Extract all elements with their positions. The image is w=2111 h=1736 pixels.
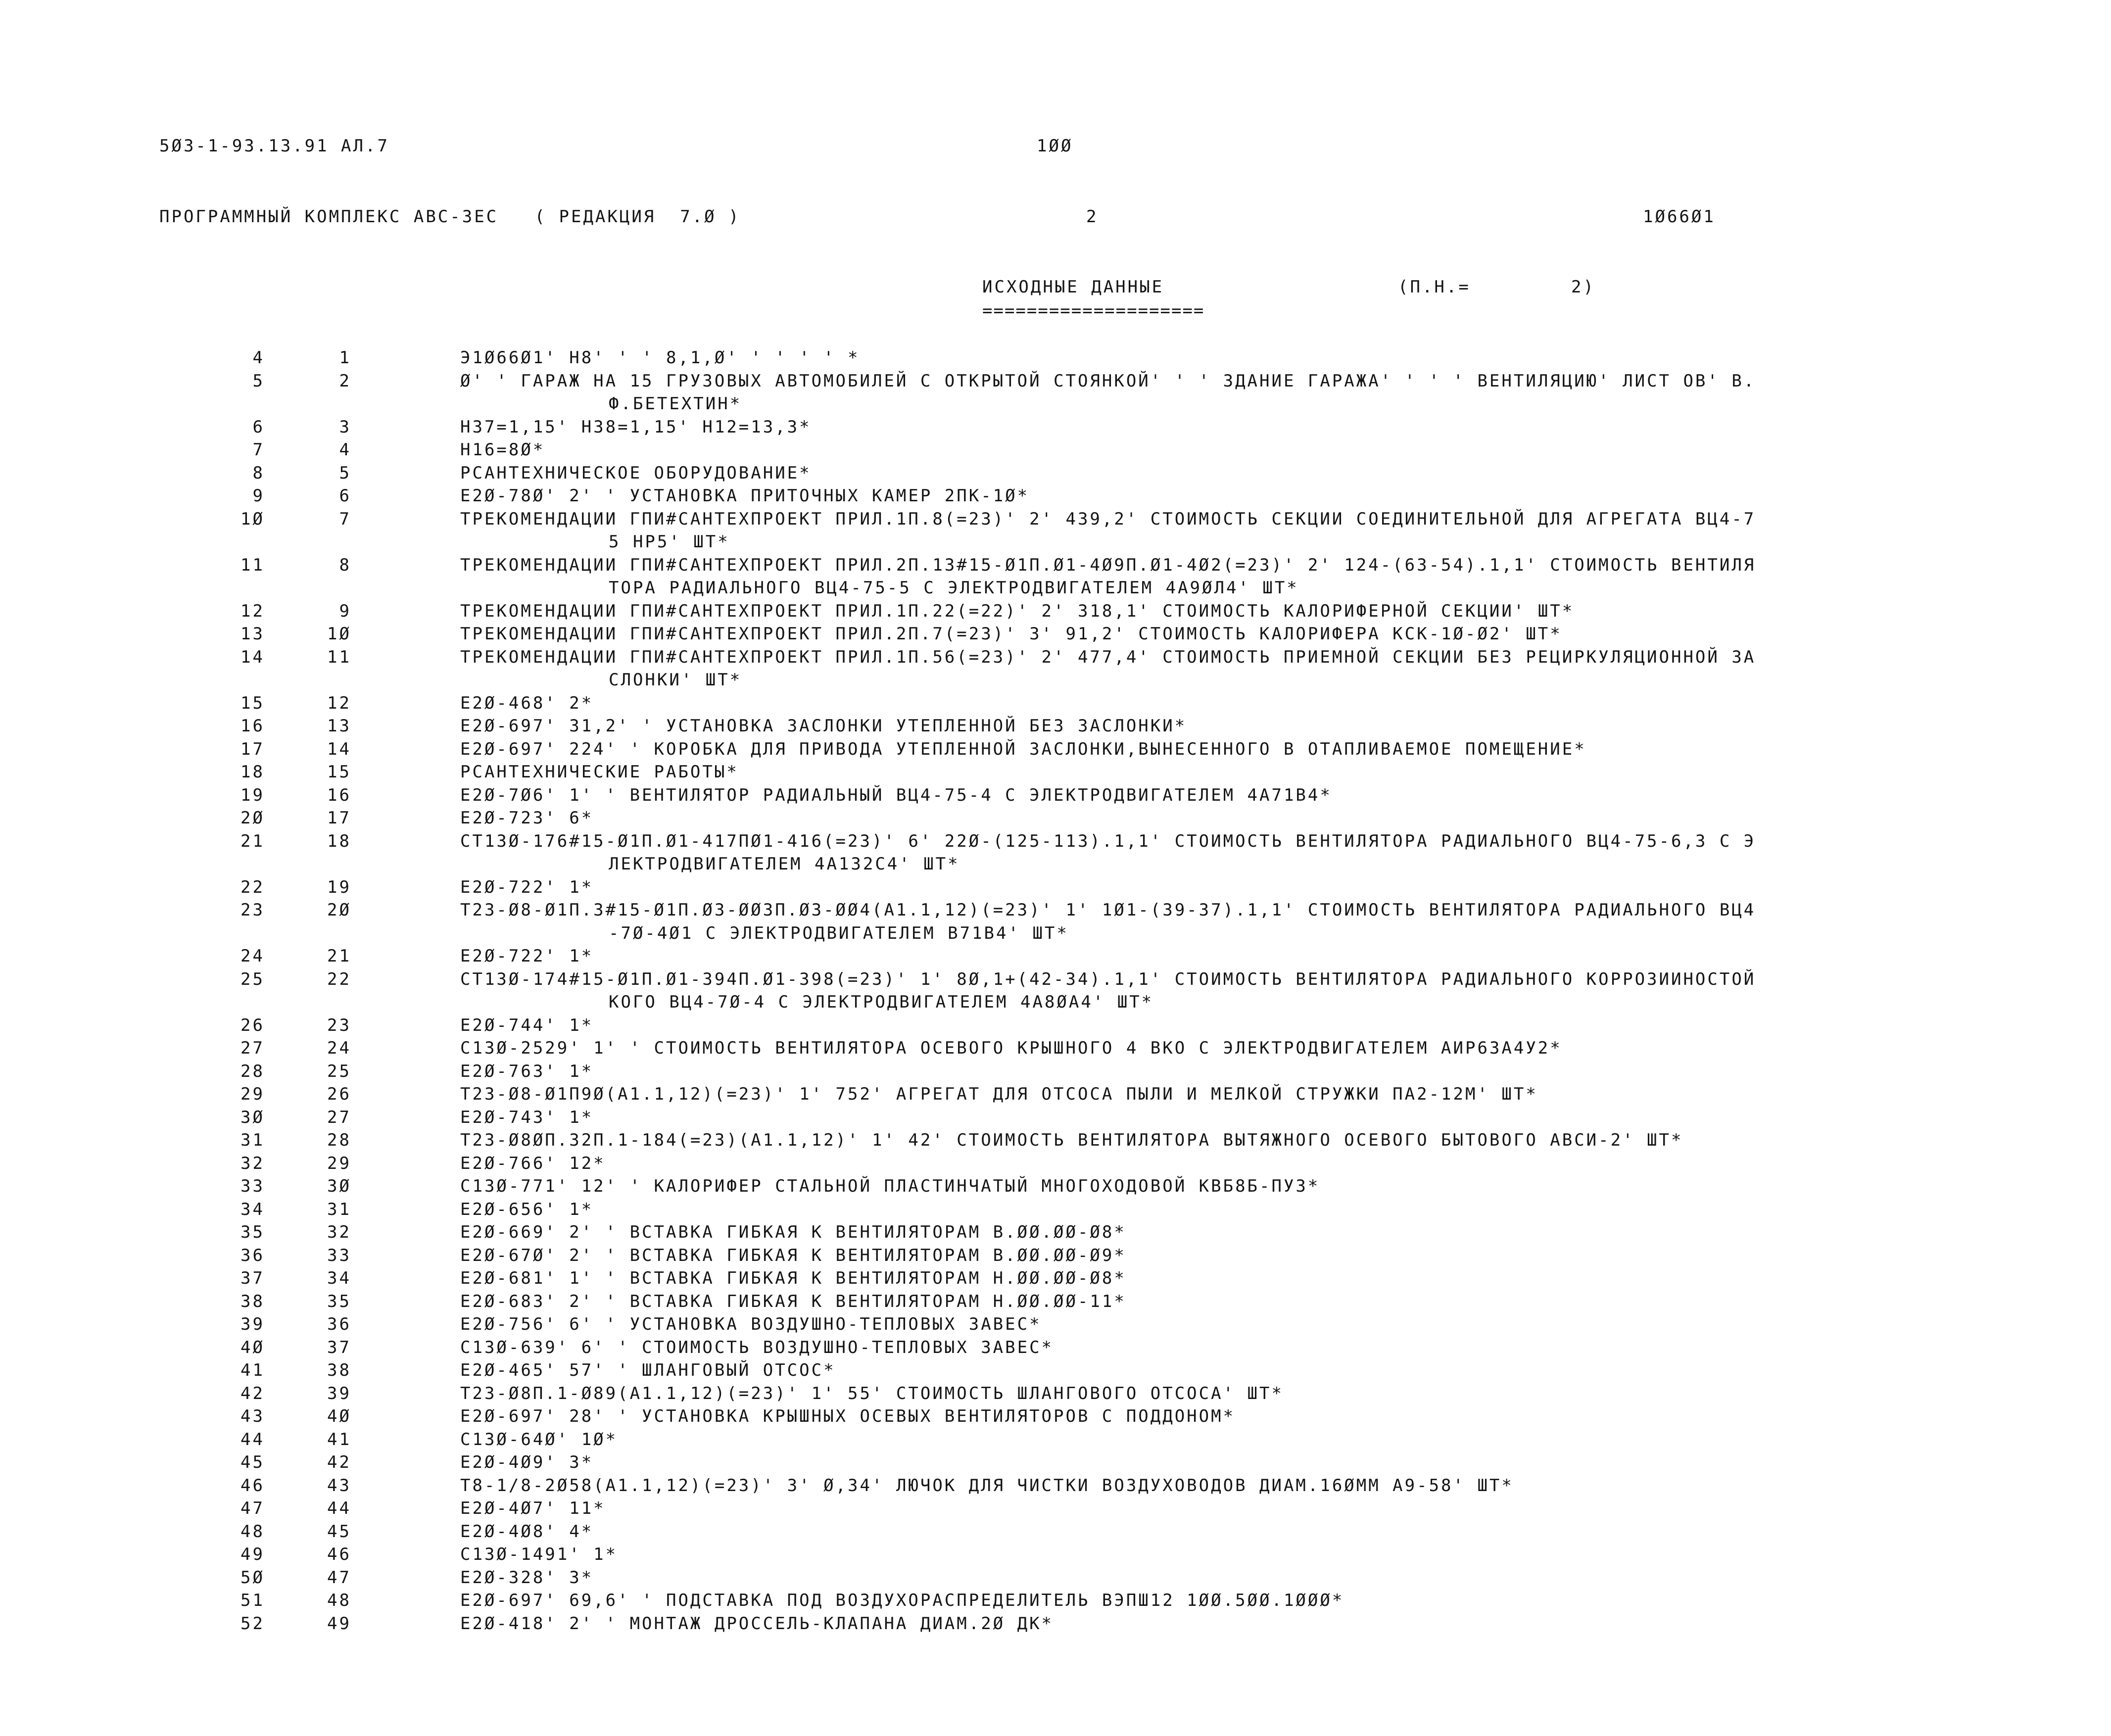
line-number: 43 [240,1406,265,1426]
record-text [460,1566,1994,1590]
line-number: 52 [240,1613,265,1634]
listing-row [0,1359,2111,1382]
line-number: 35 [240,1222,265,1242]
line-number: 9 [252,486,265,506]
listing-row [0,899,2111,945]
listing-row [0,1382,2111,1405]
record-text [460,1451,1994,1474]
line-number: 29 [240,1084,265,1104]
record-text [460,346,1994,370]
record-text-line: Н37=1,15' Н38=1,15' Н12=13,3* [460,417,812,437]
record-text [460,1428,1994,1451]
line-number: 36 [240,1245,265,1265]
record-number: 3 [339,417,351,437]
record-number: 11 [327,647,351,667]
record-number: 14 [327,739,351,759]
record-text-line: Т23-Ø8-Ø1П9Ø(А1.1,12)(=23)' 1' 752' АГРЕГАТ ДЛЯ ОТСОСА ПЫЛИ И МЕЛКОЙ СТРУЖКИ ПА2-12М' ШТ* [460,1084,1538,1104]
section-underline: ==================== [982,301,1205,321]
line-number: 6 [252,417,265,437]
record-number: 3Ø [327,1176,351,1196]
listing-row [0,830,2111,876]
record-number: 26 [327,1084,351,1104]
line-number: 5 [252,371,265,391]
record-number: 35 [327,1291,351,1311]
record-text [460,1543,1994,1566]
record-number: 5 [339,463,351,483]
listing-row [0,1244,2111,1267]
line-number: 41 [240,1360,265,1380]
line-number: 14 [240,647,265,667]
record-text [460,1359,1994,1382]
listing-row [0,807,2111,830]
record-text-line: ТРЕКОМЕНДАЦИИ ГПИ#САНТЕХПРОЕКТ ПРИЛ.1П.56(=23)' 2' 477,4' СТОИМОСТЬ ПРИЕМНОЙ СЕКЦИИ БЕЗ РЕЦИРКУЛЯЦИОННОЙ ЗА [460,647,1756,667]
record-text-line: Е2Ø-722' 1* [460,877,594,897]
record-number: 4 [339,440,351,460]
record-number: 41 [327,1429,351,1449]
listing-row [0,1474,2111,1497]
record-number: 22 [327,969,351,989]
line-number: 25 [240,969,265,989]
record-text-line: РСАНТЕХНИЧЕСКИЕ РАБОТЫ* [460,762,739,782]
record-number: 6 [339,486,351,506]
record-text-line: Е2Ø-763' 1* [460,1061,594,1081]
line-number: 24 [240,946,265,966]
listing-row [0,1083,2111,1106]
record-text-continuation: 5 НР5' ШТ* [609,532,730,552]
record-number: 49 [327,1613,351,1634]
line-number: 46 [240,1475,265,1495]
record-text [460,1267,1994,1290]
record-text-line: Е2Ø-4Ø9' 3* [460,1452,594,1472]
listing-row [0,1612,2111,1636]
line-number: 3Ø [240,1107,265,1127]
record-text-line: Е2Ø-723' 6* [460,808,594,828]
record-number: 12 [327,693,351,713]
record-text-line: Е2Ø-697' 224' ' КОРОБКА ДЛЯ ПРИВОДА УТЕПЛЕННОЙ ЗАСЛОНКИ,ВЫНЕСЕННОГО В ОТАПЛИВАЕМОЕ ПОМЕЩЕНИЕ* [460,739,1586,759]
document-reference: 5Ø3-1-93.13.91 АЛ.7 [159,136,389,156]
record-text-line: Е2Ø-656' 1* [460,1199,594,1219]
listing-row [0,945,2111,968]
record-text-line: Е2Ø-669' 2' ' ВСТАВКА ГИБКАЯ К ВЕНТИЛЯТОРАМ В.ØØ.ØØ-Ø8* [460,1222,1126,1242]
record-text [460,1014,1994,1037]
line-number: 48 [240,1521,265,1542]
record-text-line: Е2Ø-744' 1* [460,1015,594,1035]
record-text-line: Е2Ø-468' 2* [460,693,594,713]
record-text-line: С13Ø-1491' 1* [460,1544,618,1564]
record-text-line: С13Ø-771' 12' ' КАЛОРИФЕР СТАЛЬНОЙ ПЛАСТИНЧАТЫЙ МНОГОХОДОВОЙ КВБ8Б-ПУ3* [460,1176,1320,1196]
listing-row [0,1129,2111,1152]
record-text [460,554,1994,600]
record-number: 18 [327,831,351,851]
record-text [460,1060,1994,1083]
program-title: ПРОГРАММНЫЙ КОМПЛЕКС АВС-3ЕС ( РЕДАКЦИЯ 7.Ø ) [159,207,741,227]
record-text-line: Е2Ø-743' 1* [460,1107,594,1127]
line-number: 11 [240,555,265,575]
record-text-line: Е2Ø-681' 1' ' ВСТАВКА ГИБКАЯ К ВЕНТИЛЯТОРАМ Н.ØØ.ØØ-Ø8* [460,1268,1126,1288]
line-number: 5Ø [240,1567,265,1588]
line-number: 31 [240,1130,265,1150]
record-text [460,692,1994,715]
listing-row [0,1060,2111,1083]
document-code: 1Ø66Ø1 [1643,207,1716,227]
listing-row [0,1313,2111,1336]
record-text-line: ТРЕКОМЕНДАЦИИ ГПИ#САНТЕХПРОЕКТ ПРИЛ.1П.8(=23)' 2' 439,2' СТОИМОСТЬ СЕКЦИИ СОЕДИНИТЕЛЬНОЙ ДЛЯ АГРЕГАТА ВЦ4-7 [460,509,1756,529]
line-number: 33 [240,1176,265,1196]
record-number: 48 [327,1591,351,1610]
record-text-continuation: -7Ø-4Ø1 С ЭЛЕКТРОДВИГАТЕЛЕМ В71В4' ШТ* [609,923,1069,943]
record-text [460,1474,1994,1497]
record-text [460,1336,1994,1359]
record-text [460,945,1994,968]
record-text [460,438,1994,462]
record-text [460,1037,1994,1060]
record-text-line: Е2Ø-697' 31,2' ' УСТАНОВКА ЗАСЛОНКИ УТЕПЛЕННОЙ БЕЗ ЗАСЛОНКИ* [460,716,1187,736]
line-number: 15 [240,693,265,713]
record-text-line: Е2Ø-756' 6' ' УСТАНОВКА ВОЗДУШНО-ТЕПЛОВЫХ ЗАВЕС* [460,1314,1042,1334]
record-text [460,1221,1994,1244]
record-number: 29 [327,1153,351,1173]
line-number: 12 [240,601,265,621]
record-text-line: Е2Ø-4Ø8' 4* [460,1521,594,1542]
listing-row [0,738,2111,761]
listing-row [0,692,2111,715]
record-number: 28 [327,1130,351,1150]
record-text [460,1589,1994,1612]
line-number: 39 [240,1314,265,1334]
listing-row [0,346,2111,370]
line-number: 19 [240,785,265,805]
listing-row [0,1037,2111,1060]
section-pn-value: 2) [1571,277,1595,297]
record-text [460,370,1994,416]
listing-row [0,1336,2111,1359]
record-number: 33 [327,1245,351,1265]
record-text [460,646,1994,692]
record-number: 32 [327,1222,351,1242]
listing-row [0,876,2111,899]
record-number: 15 [327,762,351,782]
record-number: 31 [327,1199,351,1219]
record-text [460,1405,1994,1428]
record-text-line: Э1Ø66Ø1' Н8' ' ' 8,1,Ø' ' ' ' ' * [460,348,860,368]
record-text [460,462,1994,485]
record-text-continuation: КОГО ВЦ4-7Ø-4 С ЭЛЕКТРОДВИГАТЕЛЕМ 4А8ØА4' ШТ* [609,992,1154,1012]
record-text [460,1290,1994,1313]
record-text-continuation: ЛЕКТРОДВИГАТЕЛЕМ 4А132С4' ШТ* [609,854,960,874]
record-text [460,1497,1994,1520]
line-number: 49 [240,1544,265,1564]
listing-row [0,462,2111,485]
record-text [460,807,1994,830]
record-text [460,1106,1994,1129]
record-text [460,1313,1994,1336]
record-number: 17 [327,808,351,828]
record-text-line: Т23-Ø8-Ø1П.3#15-Ø1П.Ø3-ØØ3П.Ø3-ØØ4(А1.1,12)(=23)' 1' 1Ø1-(39-37).1,1' СТОИМОСТЬ ВЕНТИЛЯТОРА РАДИАЛЬНОГО ВЦ4 [460,900,1756,920]
listing-row [0,370,2111,416]
record-text-line: Е2Ø-766' 12* [460,1153,606,1173]
listing-row [0,646,2111,692]
listing-row [0,968,2111,1014]
line-number: 45 [240,1452,265,1472]
record-number: 1Ø [327,624,351,644]
listing-row [0,715,2111,738]
record-text [460,600,1994,623]
record-text [460,784,1994,807]
record-text-line: Т8-1/8-2Ø58(А1.1,12)(=23)' 3' Ø,34' ЛЮЧОК ДЛЯ ЧИСТКИ ВОЗДУХОВОДОВ ДИАМ.16ØММ А9-58' ШТ* [460,1475,1514,1495]
record-number: 1 [339,348,351,368]
listing-row [0,508,2111,554]
record-text-line: СТ13Ø-176#15-Ø1П.Ø1-417ПØ1-416(=23)' 6' 22Ø-(125-113).1,1' СТОИМОСТЬ ВЕНТИЛЯТОРА РАДИАЛЬНОГО ВЦ4-75-6,3 С Э [460,831,1756,851]
record-text-line: Е2Ø-418' 2' ' МОНТАЖ ДРОССЕЛЬ-КЛАПАНА ДИАМ.2Ø ДК* [460,1613,1054,1634]
line-number: 8 [252,463,265,483]
listing-row [0,1589,2111,1612]
sheet-number: 2 [1086,207,1099,227]
record-number: 34 [327,1268,351,1288]
record-text-line: Е2Ø-78Ø' 2' ' УСТАНОВКА ПРИТОЧНЫХ КАМЕР 2ПК-1Ø* [460,486,1030,506]
record-text-continuation: Ф.БЕТЕХТИН* [609,394,742,414]
record-text-line: С13Ø-64Ø' 1Ø* [460,1429,618,1449]
record-number: 39 [327,1383,351,1403]
record-text-line: Т23-Ø8П.1-Ø89(А1.1,12)(=23)' 1' 55' СТОИМОСТЬ ШЛАНГОВОГО ОТСОСА' ШТ* [460,1383,1284,1403]
record-number: 36 [327,1314,351,1334]
line-number: 2Ø [240,808,265,828]
listing-row [0,1566,2111,1590]
record-text-continuation: СЛОНКИ' ШТ* [609,670,742,690]
record-number: 8 [339,555,351,575]
record-text-line: ТРЕКОМЕНДАЦИИ ГПИ#САНТЕХПРОЕКТ ПРИЛ.2П.7(=23)' 3' 91,2' СТОИМОСТЬ КАЛОРИФЕРА КСК-1Ø-Ø2' ШТ* [460,624,1562,644]
record-text [460,738,1994,761]
line-number: 22 [240,877,265,897]
record-number: 25 [327,1061,351,1081]
record-text [460,1129,1994,1152]
line-number: 23 [240,900,265,920]
record-number: 45 [327,1521,351,1542]
line-number: 7 [252,440,265,460]
record-number: 37 [327,1337,351,1357]
line-number: 26 [240,1015,265,1035]
section-pn-label: (П.Н.= [1398,277,1471,297]
listing-row [0,1221,2111,1244]
record-text-line: ТРЕКОМЕНДАЦИИ ГПИ#САНТЕХПРОЕКТ ПРИЛ.2П.13#15-Ø1П.Ø1-4Ø9П.Ø1-4Ø2(=23)' 2' 124-(63-54).1,1' СТОИМОСТЬ ВЕНТИЛЯ [460,555,1756,575]
record-text-line: С13Ø-639' 6' ' СТОИМОСТЬ ВОЗДУШНО-ТЕПЛОВЫХ ЗАВЕС* [460,1337,1054,1357]
record-text-line: Е2Ø-697' 69,6' ' ПОДСТАВКА ПОД ВОЗДУХОРАСПРЕДЕЛИТЕЛЬ ВЭПШ12 1ØØ.5ØØ.1ØØØ* [460,1591,1344,1610]
record-number: 47 [327,1567,351,1588]
line-number: 37 [240,1268,265,1288]
line-number: 32 [240,1153,265,1173]
listing-row [0,438,2111,462]
record-text-line: Е2Ø-683' 2' ' ВСТАВКА ГИБКАЯ К ВЕНТИЛЯТОРАМ Н.ØØ.ØØ-11* [460,1291,1126,1311]
record-text [460,830,1994,876]
listing-row [0,600,2111,623]
record-text [460,1198,1994,1221]
record-number: 43 [327,1475,351,1495]
record-text-line: Е2Ø-465' 57' ' ШЛАНГОВЫЙ ОТСОС* [460,1360,836,1380]
record-text [460,508,1994,554]
record-text [460,876,1994,899]
listing-row [0,1451,2111,1474]
listing-row [0,1198,2111,1221]
listing-row [0,1106,2111,1129]
record-text-continuation: ТОРА РАДИАЛЬНОГО ВЦ4-75-5 С ЭЛЕКТРОДВИГАТЕЛЕМ 4А9ØЛ4' ШТ* [609,578,1299,598]
line-number: 34 [240,1199,265,1219]
listing-row [0,1520,2111,1543]
line-number: 51 [240,1591,265,1610]
record-text-line: Е2Ø-328' 3* [460,1567,594,1588]
record-number: 7 [339,509,351,529]
listing-row [0,554,2111,600]
page-number: 1ØØ [1037,136,1073,156]
line-number: 28 [240,1061,265,1081]
line-number: 47 [240,1498,265,1518]
record-text-line: Е2Ø-697' 28' ' УСТАНОВКА КРЫШНЫХ ОСЕВЫХ ВЕНТИЛЯТОРОВ С ПОДДОНОМ* [460,1406,1236,1426]
record-number: 19 [327,877,351,897]
line-number: 18 [240,762,265,782]
listing-row [0,416,2111,439]
line-number: 4Ø [240,1337,265,1357]
record-text-line: СТ13Ø-174#15-Ø1П.Ø1-394П.Ø1-398(=23)' 1' 8Ø,1+(42-34).1,1' СТОИМОСТЬ ВЕНТИЛЯТОРА РАДИАЛЬНОГО КОРРОЗИИНОСТОЙ [460,969,1756,989]
listing-row [0,623,2111,646]
line-number: 4 [252,348,265,368]
record-number: 9 [339,601,351,621]
listing-row [0,1428,2111,1451]
source-data-listing [0,346,2111,1635]
listing-row [0,1405,2111,1428]
record-text [460,899,1994,945]
section-title: ИСХОДНЫЕ ДАННЫЕ [982,277,1164,297]
record-number: 46 [327,1544,351,1564]
record-number: 27 [327,1107,351,1127]
record-number: 13 [327,716,351,736]
line-number: 42 [240,1383,265,1403]
record-text-line: РСАНТЕХНИЧЕСКОЕ ОБОРУДОВАНИЕ* [460,463,812,483]
line-number: 21 [240,831,265,851]
record-text-line: Ø' ' ГАРАЖ НА 15 ГРУЗОВЫХ АВТОМОБИЛЕЙ С ОТКРЫТОЙ СТОЯНКОЙ' ' ' ЗДАНИЕ ГАРАЖА' ' ' ' ВЕНТИЛЯЦИЮ' ЛИСТ ОВ' В. [460,371,1756,391]
line-number: 27 [240,1038,265,1058]
listing-row [0,784,2111,807]
record-text [460,1175,1994,1198]
line-number: 38 [240,1291,265,1311]
record-number: 21 [327,946,351,966]
record-text [460,1244,1994,1267]
line-number: 1Ø [240,509,265,529]
listing-row [0,1543,2111,1566]
record-text [460,1152,1994,1175]
record-text [460,1083,1994,1106]
listing-row [0,1175,2111,1198]
record-text [460,484,1994,508]
record-number: 2 [339,371,351,391]
record-text-line: С13Ø-2529' 1' ' СТОИМОСТЬ ВЕНТИЛЯТОРА ОСЕВОГО КРЫШНОГО 4 ВКО С ЭЛЕКТРОДВИГАТЕЛЕМ АИР63А4У2* [460,1038,1562,1058]
record-text [460,1520,1994,1543]
record-number: 44 [327,1498,351,1518]
record-text [460,761,1994,784]
record-text-line: Т23-Ø8ØП.32П.1-184(=23)(А1.1,12)' 1' 42' СТОИМОСТЬ ВЕНТИЛЯТОРА ВЫТЯЖНОГО ОСЕВОГО БЫТОВОГО АВСИ-2' ШТ* [460,1130,1683,1150]
record-text-line: Е2Ø-722' 1* [460,946,594,966]
listing-row [0,1014,2111,1037]
record-number: 4Ø [327,1406,351,1426]
listing-row [0,1267,2111,1290]
record-text-line: Е2Ø-67Ø' 2' ' ВСТАВКА ГИБКАЯ К ВЕНТИЛЯТОРАМ В.ØØ.ØØ-Ø9* [460,1245,1126,1265]
line-number: 13 [240,624,265,644]
record-text [460,1612,1994,1636]
listing-row [0,1497,2111,1520]
record-number: 23 [327,1015,351,1035]
listing-row [0,484,2111,508]
record-text [460,623,1994,646]
record-text-line: Н16=8Ø* [460,440,545,460]
record-text [460,968,1994,1014]
record-text [460,1382,1994,1405]
record-text [460,715,1994,738]
line-number: 17 [240,739,265,759]
listing-row [0,1290,2111,1313]
listing-row [0,761,2111,784]
record-text-line: ТРЕКОМЕНДАЦИИ ГПИ#САНТЕХПРОЕКТ ПРИЛ.1П.22(=22)' 2' 318,1' СТОИМОСТЬ КАЛОРИФЕРНОЙ СЕКЦИИ' ШТ* [460,601,1575,621]
record-text [460,416,1994,439]
record-number: 16 [327,785,351,805]
record-number: 42 [327,1452,351,1472]
line-number: 16 [240,716,265,736]
record-text-line: Е2Ø-7Ø6' 1' ' ВЕНТИЛЯТОР РАДИАЛЬНЫЙ ВЦ4-75-4 С ЭЛЕКТРОДВИГАТЕЛЕМ 4А71В4* [460,785,1332,805]
record-number: 38 [327,1360,351,1380]
record-number: 24 [327,1038,351,1058]
record-number: 2Ø [327,900,351,920]
listing-row [0,1152,2111,1175]
record-text-line: Е2Ø-4Ø7' 11* [460,1498,606,1518]
line-number: 44 [240,1429,265,1449]
